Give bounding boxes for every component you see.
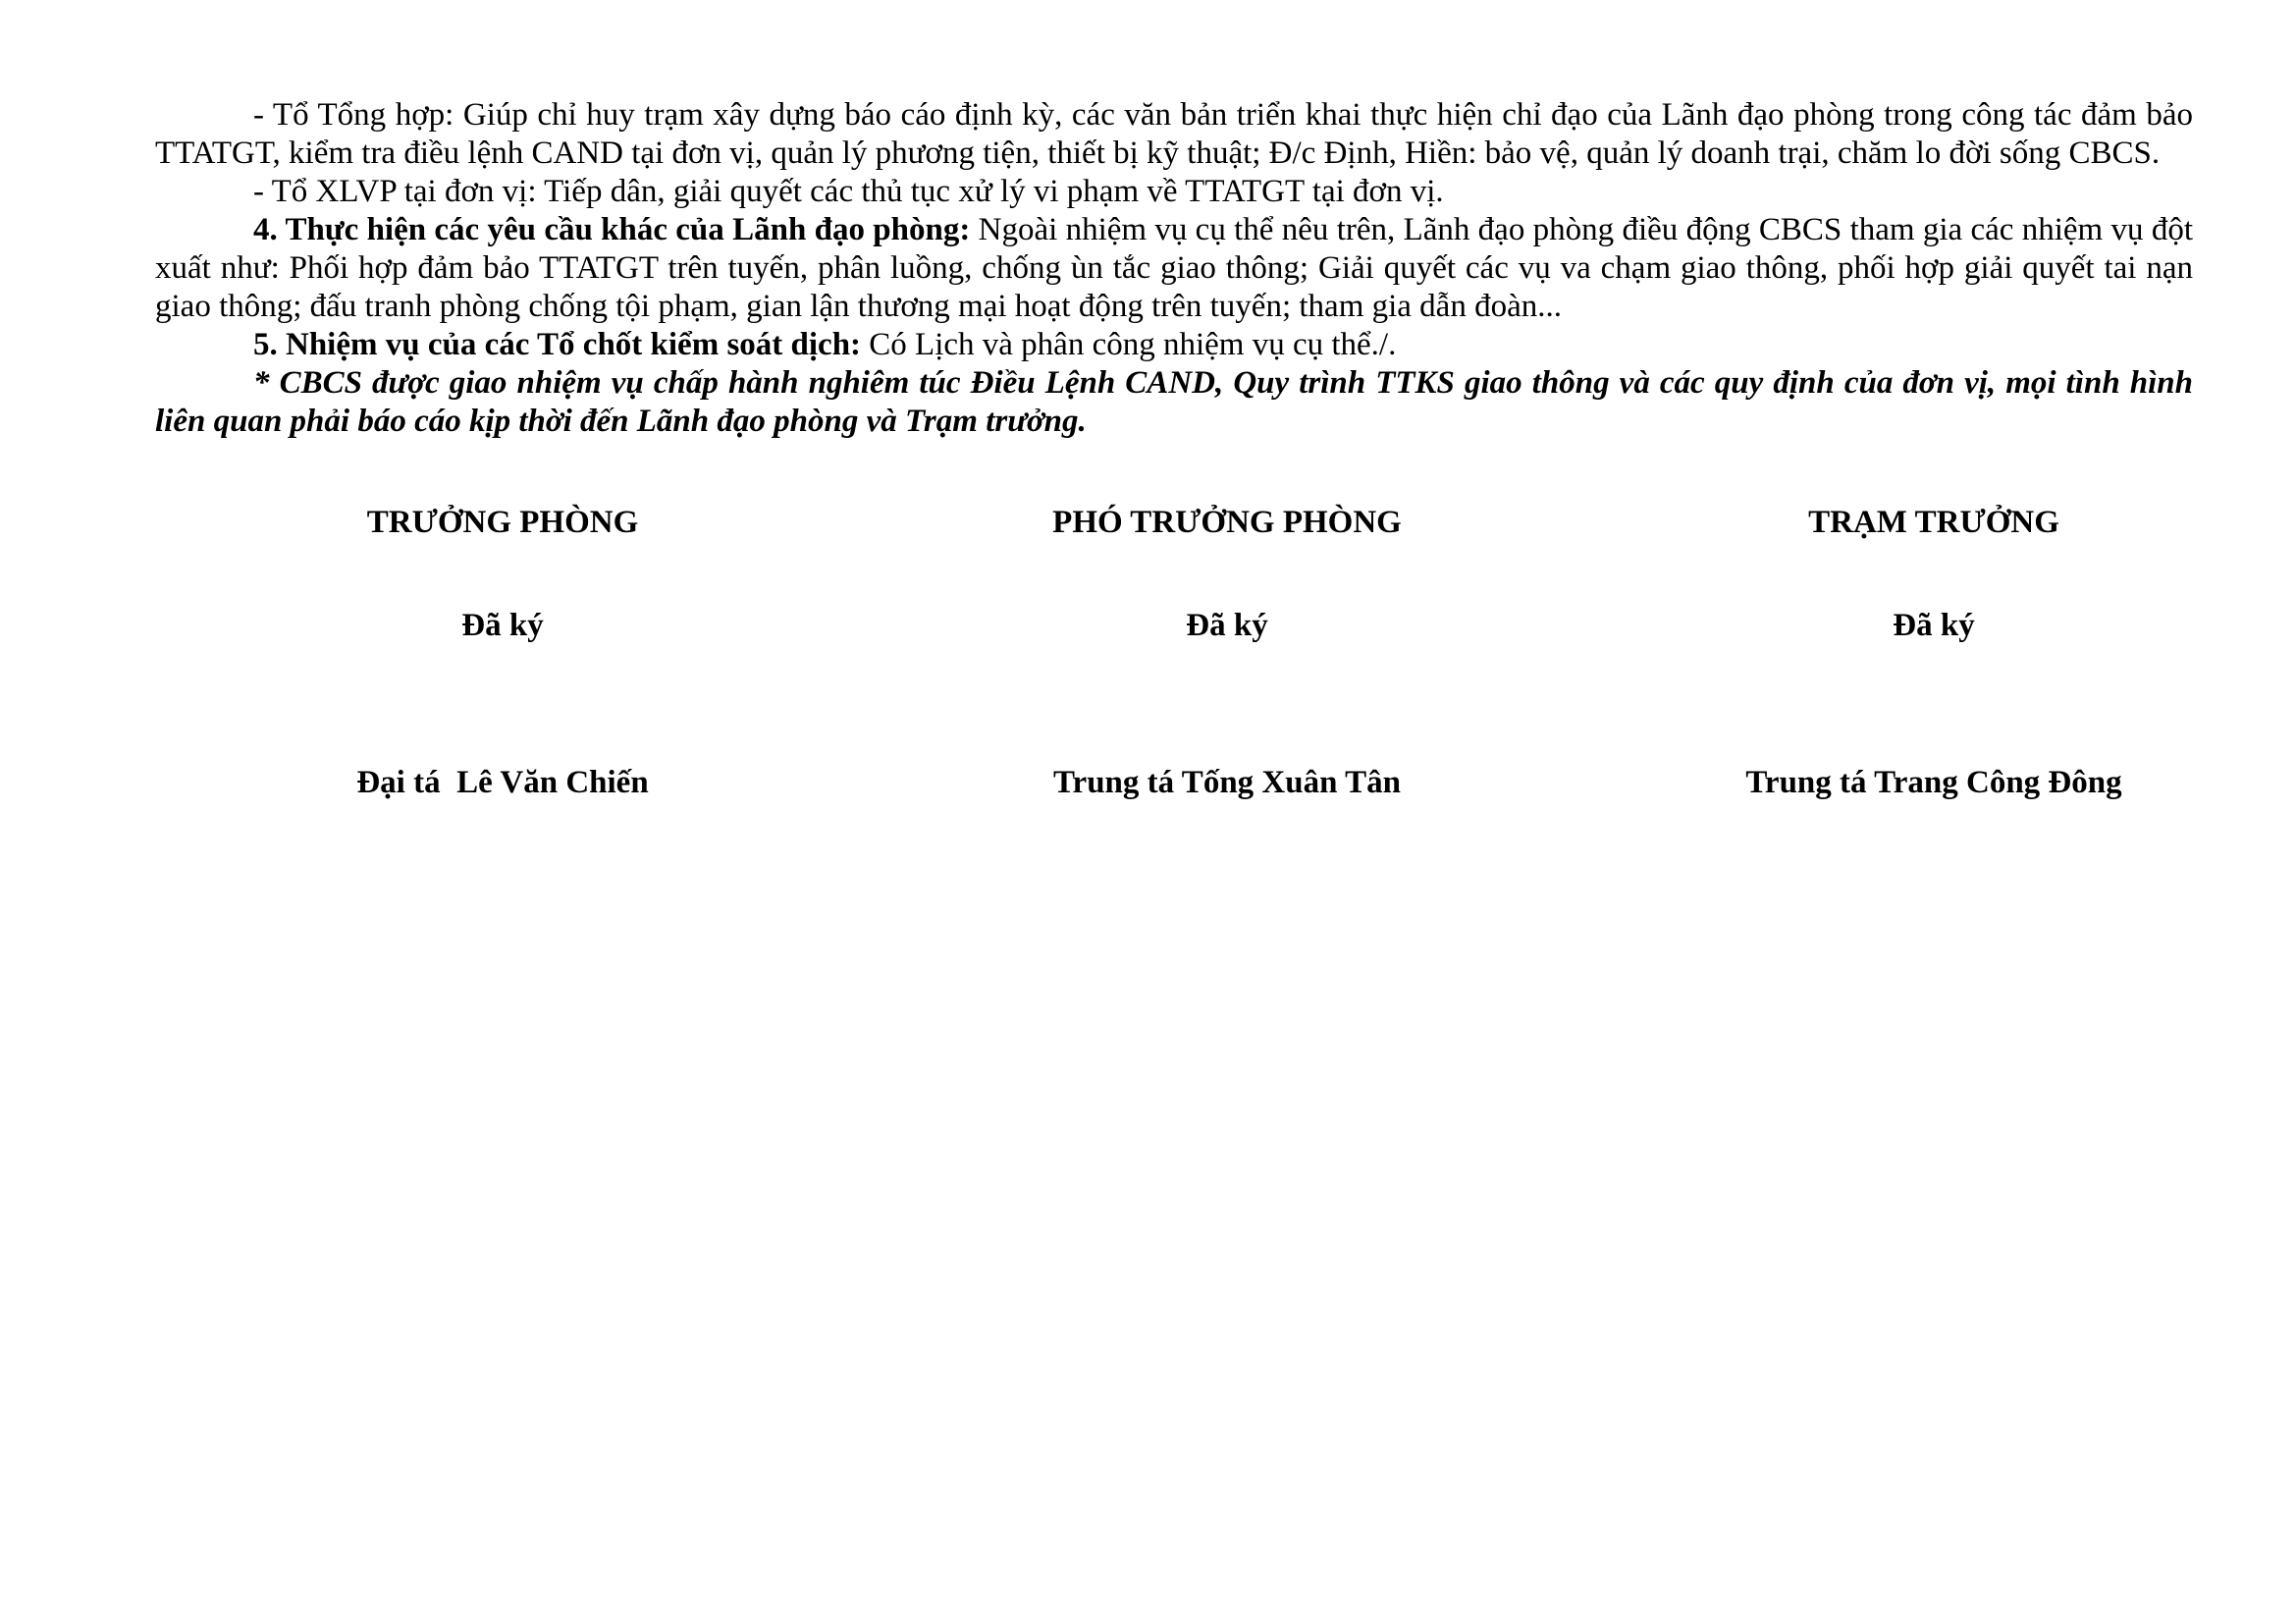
signature-block-head [159,503,846,800]
paragraph-general-team: - Tổ Tổng hợp: Giúp chỉ huy trạm xây dựng báo cáo định kỳ, các văn bản triển khai thực hiện chỉ đạo của Lãnh đạo phòng trong công tác đảm bảo TTATGT, kiểm tra điều lệnh CAND tại đơn vị, quản lý phương tiện, thiết bị kỹ thuật; Đ/c Định, Hiền: bảo vệ, quản lý doanh trại, chăm lo đời sống CBCS. [155,97,2193,171]
paragraph-other-requests [155,211,2193,326]
section-4-heading: 4. Thực hiện các yêu cầu khác của Lãnh đạo phòng: [253,212,971,247]
signature-title: PHÓ TRƯỞNG PHÒNG [1052,505,1402,540]
section-4-text: Ngoài nhiệm vụ cụ thể nêu trên, Lãnh đạo phòng điều động CBCS tham gia các nhiệm vụ đột xuất như: Phối hợp đảm bảo TTATGT trên tuyến, phân luồng, chống ùn tắc giao thông; Giải quyết các vụ va chạm giao thông, phối hợp giải quyết tai nạn giao thông; đấu tranh phòng chống tội phạm, gian lận thương mại hoạt động trên tuyến; tham gia dẫn đoàn... [155,212,2193,324]
signatory-name: Đại tá Lê Văn Chiến [356,765,649,800]
signature-status: Đã ký [461,608,544,643]
signatory-name: Trung tá Tống Xuân Tân [1053,765,1401,800]
signatory-name: Trung tá Trang Công Đông [1745,765,2122,800]
signature-status: Đã ký [1893,608,1975,643]
section-5-text: Có Lịch và phân công nhiệm vụ cụ thể./. [861,327,1397,362]
signature-title: TRƯỞNG PHÒNG [366,505,639,540]
document-body [155,96,2193,441]
signature-block-deputy [883,503,1571,800]
paragraph-checkpoint-duties [155,326,2193,364]
signature-status: Đã ký [1186,608,1268,643]
section-5-heading: 5. Nhiệm vụ của các Tổ chốt kiểm soát dịch: [253,327,862,362]
signature-block-station-chief [1590,503,2277,800]
signature-title: TRẠM TRƯỞNG [1808,505,2059,540]
paragraph-violation-team: - Tổ XLVP tại đơn vị: Tiếp dân, giải quyết các thủ tục xử lý vi phạm về TTATGT tại đơn vị. [253,174,1444,209]
note-paragraph: * CBCS được giao nhiệm vụ chấp hành nghiêm túc Điều Lệnh CAND, Quy trình TTKS giao thông và các quy định của đơn vị, mọi tình hình liên quan phải báo cáo kịp thời đến Lãnh đạo phòng và Trạm trưởng. [155,365,2193,439]
